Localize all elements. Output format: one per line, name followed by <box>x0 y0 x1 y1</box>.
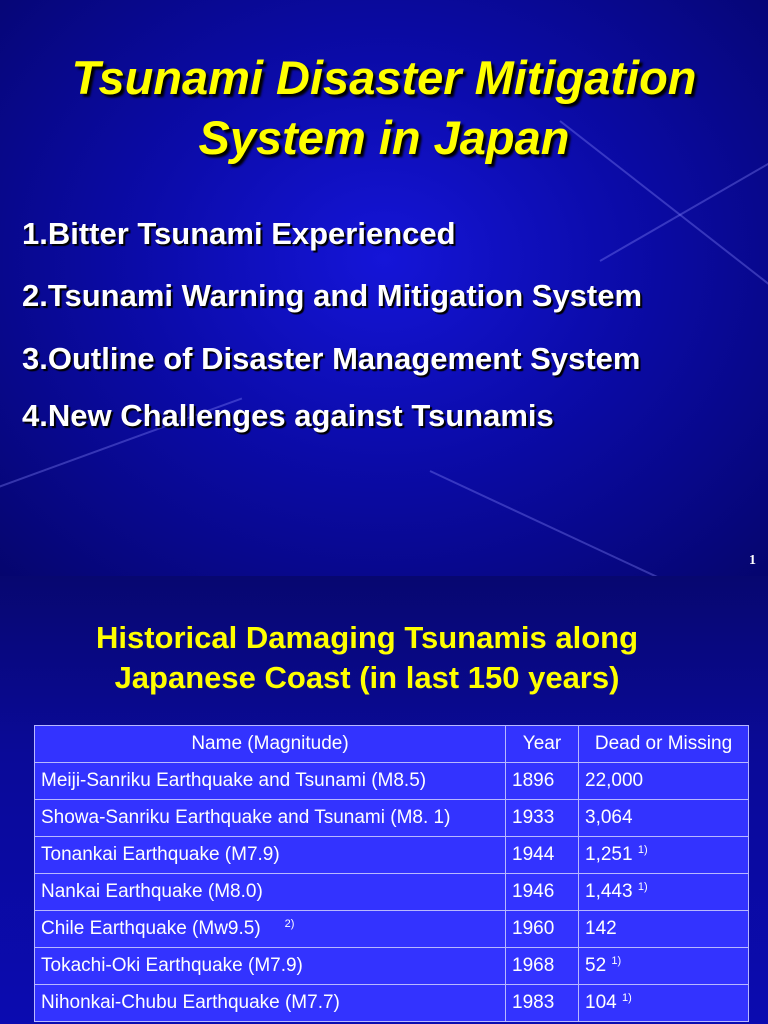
agenda-item: 3.Outline of Disaster Management System <box>22 341 641 376</box>
earthquake-name: Showa-Sanriku Earthquake and Tsunami (M8. 1) <box>41 807 451 828</box>
agenda-list <box>22 214 642 436</box>
agenda-item: 2.Tsunami Warning and Mitigation System <box>22 278 643 313</box>
cell-name <box>35 837 506 874</box>
dead-count: 142 <box>585 918 617 939</box>
cell-name <box>35 985 506 1022</box>
dead-count: 3,064 <box>585 807 633 828</box>
footnote-marker: 1) <box>637 881 648 893</box>
table-row <box>35 763 749 800</box>
footnote-marker: 1) <box>637 844 648 856</box>
table-row <box>35 948 749 985</box>
column-header-dead: Dead or Missing <box>579 726 749 763</box>
column-header-name: Name (Magnitude) <box>35 726 506 763</box>
cell-dead <box>579 948 749 985</box>
cell-dead <box>579 800 749 837</box>
dead-count: 1,443 <box>585 881 633 902</box>
cell-dead <box>579 985 749 1022</box>
earthquake-name: Meiji-Sanriku Earthquake and Tsunami (M8.5) <box>41 770 427 791</box>
cell-name <box>35 763 506 800</box>
slide-2 <box>0 576 768 1024</box>
cell-year: 1933 <box>506 800 579 837</box>
column-header-year: Year <box>506 726 579 763</box>
earthquake-name: Tokachi-Oki Earthquake (M7.9) <box>41 955 303 976</box>
cell-name <box>35 911 506 948</box>
footnote-marker: 1) <box>611 955 622 967</box>
cell-year: 1944 <box>506 837 579 874</box>
dead-count: 104 <box>585 992 617 1013</box>
table-row <box>35 800 749 837</box>
table-row <box>35 985 749 1022</box>
tsunami-table <box>34 725 749 1022</box>
cell-year: 1983 <box>506 985 579 1022</box>
cell-year: 1896 <box>506 763 579 800</box>
background-streak <box>430 470 757 576</box>
cell-dead <box>579 837 749 874</box>
cell-name <box>35 800 506 837</box>
dead-count: 22,000 <box>585 770 644 791</box>
cell-dead <box>579 874 749 911</box>
slide-title <box>0 618 734 698</box>
slide-title <box>0 48 768 168</box>
cell-year: 1960 <box>506 911 579 948</box>
agenda-item: 1.Bitter Tsunami Experienced <box>22 216 456 251</box>
footnote-marker: 2) <box>284 918 295 930</box>
title-line-1: Historical Damaging Tsunamis along <box>95 620 639 655</box>
table-row <box>35 911 749 948</box>
cell-year: 1946 <box>506 874 579 911</box>
earthquake-name: Nankai Earthquake (M8.0) <box>41 881 263 902</box>
cell-name <box>35 874 506 911</box>
cell-year: 1968 <box>506 948 579 985</box>
table-header-row <box>35 726 749 763</box>
dead-count: 52 <box>585 955 607 976</box>
page-number: 1 <box>749 553 756 568</box>
table-row <box>35 837 749 874</box>
cell-dead <box>579 763 749 800</box>
earthquake-name: Tonankai Earthquake (M7.9) <box>41 844 280 865</box>
earthquake-name: Chile Earthquake (Mw9.5) <box>41 918 261 939</box>
dead-count: 1,251 <box>585 844 633 865</box>
table-body <box>35 763 749 1022</box>
cell-dead <box>579 911 749 948</box>
cell-name <box>35 948 506 985</box>
title-line-1: Tsunami Disaster Mitigation <box>71 51 697 104</box>
agenda-item: 4.New Challenges against Tsunamis <box>22 398 554 433</box>
title-line-2: Japanese Coast (in last 150 years) <box>114 660 620 695</box>
earthquake-name: Nihonkai-Chubu Earthquake (M7.7) <box>41 992 340 1013</box>
table-row <box>35 874 749 911</box>
footnote-marker: 1) <box>621 992 632 1004</box>
title-line-2: System in Japan <box>198 111 570 164</box>
